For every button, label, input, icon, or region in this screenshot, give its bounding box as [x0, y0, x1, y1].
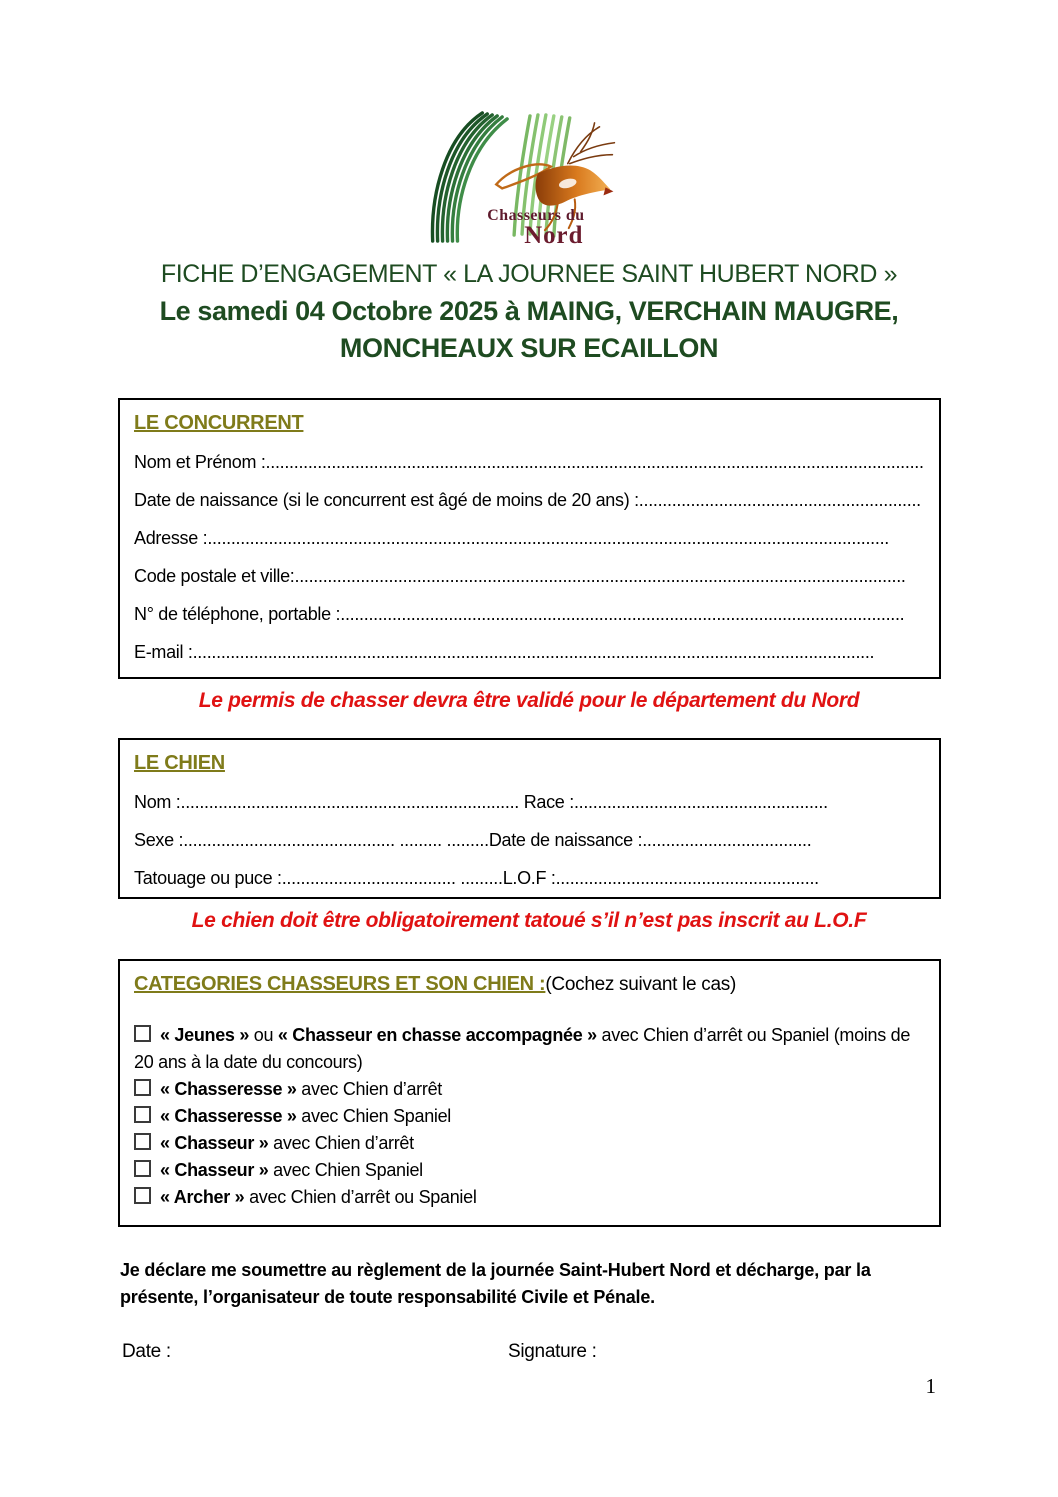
field-label: Date de naissance : [488, 830, 643, 850]
categories-section [118, 959, 941, 1227]
field-chien-sexe-naissance [134, 830, 925, 851]
field-label: Sexe : [134, 830, 184, 850]
option-text: avec Chien d’arrêt ou Spaniel (moins de 20 ans à la date du concours) [134, 1025, 911, 1072]
checkbox[interactable] [134, 1160, 151, 1177]
category-option-chasseur-spaniel [134, 1157, 925, 1184]
logo-text-line1: Chasseurs du [487, 207, 585, 225]
category-option-chasseresse-spaniel [134, 1103, 925, 1130]
categories-heading: CATEGORIES CHASSEURS ET SON CHIEN : [134, 973, 546, 995]
field-date-naissance [134, 490, 925, 511]
logo-container [0, 0, 1058, 248]
dotted-leader: ............................................................ [638, 490, 921, 510]
field-label: Adresse : [134, 528, 208, 548]
field-chien-nom-race [134, 792, 925, 813]
category-option-chasseresse-arret [134, 1076, 925, 1103]
notice-tatouage: Le chien doit être obligatoirement tatoué s’il n’est pas inscrit au L.O.F [191, 909, 867, 932]
signature-row [122, 1341, 1058, 1363]
dotted-leader: ..................................... ......... [281, 868, 503, 888]
category-option-jeunes [134, 1022, 925, 1076]
dotted-leader: ................................................................................................................................................. [192, 642, 875, 662]
option-text: avec Chien d’arrêt [296, 1079, 442, 1099]
page-subtitle-line2: MONCHEAUX SUR ECAILLON [339, 333, 719, 363]
option-label: « Archer » [160, 1187, 245, 1207]
option-text: ou [249, 1025, 278, 1045]
field-label: L.O.F : [502, 868, 556, 888]
chien-heading: LE CHIEN [134, 752, 225, 774]
checkbox[interactable] [134, 1133, 151, 1150]
field-label: Date de naissance (si le concurrent est âgé de moins de 20 ans) : [134, 490, 639, 510]
field-label: Tatouage ou puce : [134, 868, 282, 888]
dotted-leader: ............................................. ......... ......... [183, 830, 489, 850]
concurrent-section [118, 398, 941, 679]
field-label: E-mail : [134, 642, 193, 662]
chien-section [118, 738, 941, 899]
page-subtitle-line1: Le samedi 04 Octobre 2025 à MAING, VERCHAIN MAUGRE, [159, 296, 899, 326]
option-label: « Chasseur » [160, 1160, 269, 1180]
concurrent-heading: LE CONCURRENT [134, 412, 304, 434]
option-label: « Chasseur » [160, 1133, 269, 1153]
page-number: 1 [925, 1374, 936, 1398]
field-label: Race : [519, 792, 574, 812]
field-label: Code postale et ville: [134, 566, 295, 586]
signature-label: Signature : [508, 1341, 597, 1362]
field-nom-prenom [134, 452, 925, 473]
category-option-archer [134, 1184, 925, 1211]
logo-text-line2: Nord [524, 222, 584, 248]
dotted-leader: ................................................................................................................................................. [207, 528, 889, 548]
dotted-leader: ............................................................................................................................................ [265, 452, 924, 472]
option-label: « Chasseur en chasse accompagnée » [277, 1025, 597, 1045]
field-label: Nom : [134, 792, 181, 812]
option-label: « Jeunes » [160, 1025, 250, 1045]
field-code-postal-ville [134, 566, 925, 587]
option-label: « Chasseresse » [160, 1106, 297, 1126]
option-text: avec Chien d’arrêt ou Spaniel [244, 1187, 477, 1207]
chasseurs-du-nord-logo [418, 104, 640, 248]
category-option-chasseur-arret [134, 1130, 925, 1157]
field-label: Nom et Prénom : [134, 452, 266, 472]
date-label: Date : [122, 1341, 171, 1362]
checkbox[interactable] [134, 1187, 151, 1204]
field-adresse [134, 528, 925, 549]
dotted-leader: .................................................................................................................................. [294, 566, 906, 586]
checkbox[interactable] [134, 1025, 151, 1042]
field-label: N° de téléphone, portable : [134, 604, 341, 624]
option-text: avec Chien Spaniel [268, 1160, 423, 1180]
field-telephone [134, 604, 925, 625]
categories-hint: (Cochez suivant le cas) [545, 974, 736, 995]
notice-permis: Le permis de chasser devra être validé pour le département du Nord [198, 689, 860, 712]
option-label: « Chasseresse » [160, 1079, 297, 1099]
declaration-text: Je déclare me soumettre au règlement de la journée Saint-Hubert Nord et décharge, par la présente, l’organisateur de toute responsabilité Civile et Pénale. [120, 1260, 871, 1307]
field-chien-tatouage-lof [134, 868, 925, 889]
dotted-leader: ...................................................... [573, 792, 828, 812]
option-text: avec Chien d’arrêt [268, 1133, 414, 1153]
categories-heading-row [134, 973, 925, 996]
dotted-leader: ........................................................ [555, 868, 819, 888]
checkbox[interactable] [134, 1079, 151, 1096]
dotted-leader: ........................................................................ [180, 792, 519, 812]
option-text: avec Chien Spaniel [296, 1106, 452, 1126]
checkbox[interactable] [134, 1106, 151, 1123]
field-email [134, 642, 925, 663]
dotted-leader: ........................................................................................................................ [340, 604, 905, 624]
dotted-leader: .................................... [642, 830, 812, 850]
page-title: FICHE D’ENGAGEMENT « LA JOURNEE SAINT HUBERT NORD » [160, 260, 898, 288]
